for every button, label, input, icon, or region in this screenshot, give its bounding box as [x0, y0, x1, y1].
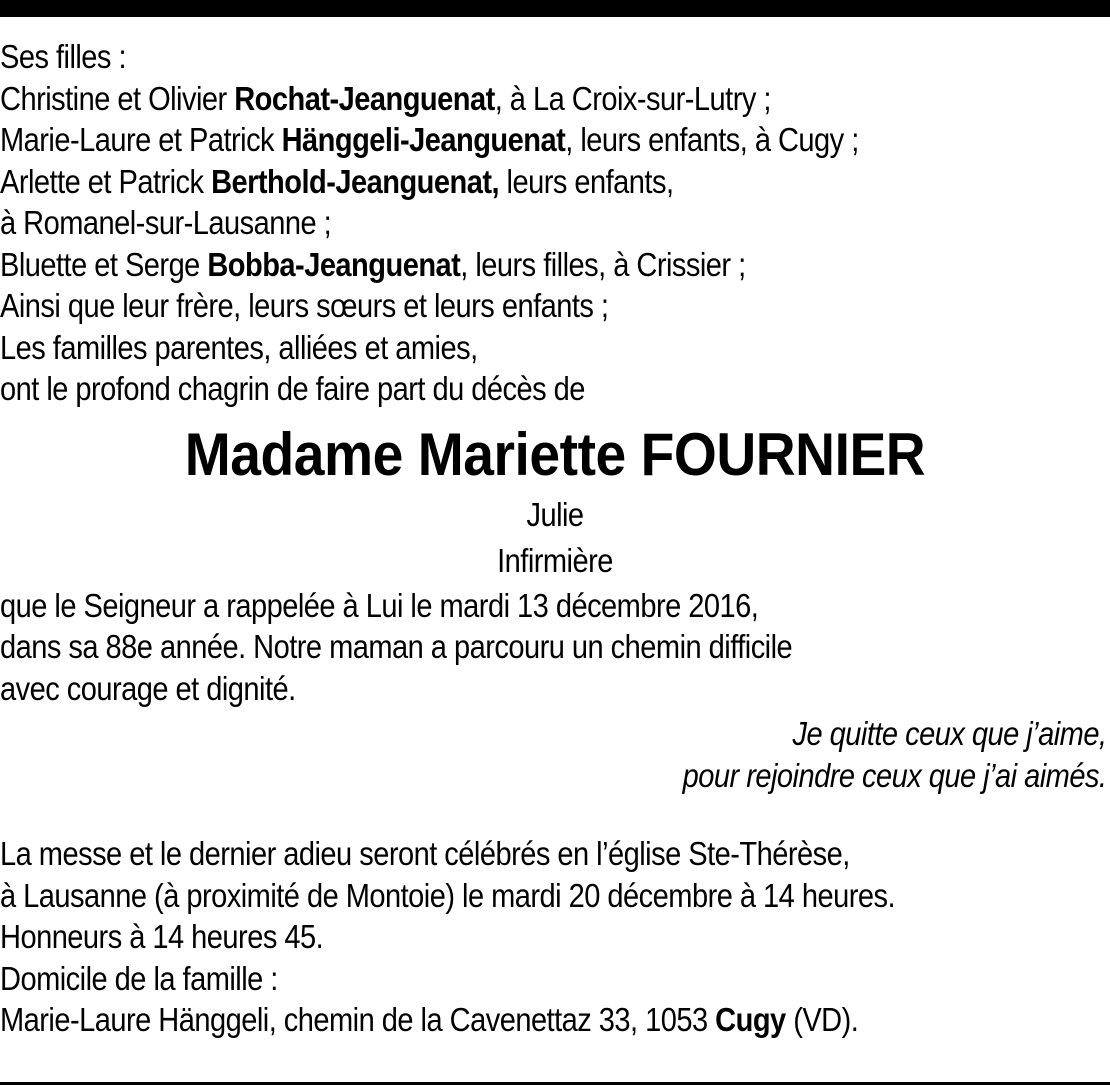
family-line-4: [0, 244, 977, 286]
family-home-label: Domicile de la famille :: [0, 959, 278, 997]
family-prefix: Arlette et Patrick: [0, 162, 212, 200]
death-text-line-1: que le Seigneur a rappelée à Lui le mardi 13 décembre 2016,: [0, 586, 759, 624]
family-line-1: [0, 78, 977, 120]
deceased-nickname: Julie: [526, 495, 584, 533]
family-prefix: Marie-Laure et Patrick: [0, 121, 282, 158]
family-suffix: , à La Croix-sur-Lutry ;: [494, 79, 771, 117]
bottom-border-rule: [0, 1082, 1110, 1085]
family-surname: Berthold-Jeanguenat,: [211, 162, 500, 200]
family-suffix: leurs enfants,: [499, 162, 674, 200]
family-surname: Rochat-Jeanguenat: [234, 79, 495, 117]
family-surname: Hänggeli-Jeanguenat: [281, 121, 566, 158]
ceremony-line-2: à Lausanne (à proximité de Montoie) le mardi 20 décembre à 14 heures.: [0, 876, 896, 914]
family-line-2: [0, 119, 977, 161]
deceased-profession: Infirmière: [497, 542, 613, 579]
tribute-time-line: Honneurs à 14 heures 45.: [0, 918, 324, 955]
extended-family-line: Les familles parentes, alliées et amies,: [0, 328, 478, 366]
announcement-line: ont le profond chagrin de faire part du décès de: [0, 370, 585, 407]
family-prefix: Bluette et Serge: [0, 245, 208, 283]
quote-line-1: Je quitte ceux que j’aime,: [792, 715, 1107, 752]
intro-line: Ses filles :: [0, 38, 127, 75]
family-prefix: Christine et Olivier: [0, 79, 235, 117]
family-address-line: [0, 999, 977, 1041]
family-suffix: , leurs filles, à Crissier ;: [460, 245, 746, 283]
address-town: Cugy: [715, 1001, 786, 1038]
family-suffix: , leurs enfants, à Cugy ;: [565, 121, 859, 158]
ceremony-line-1: La messe et le dernier adieu seront célébrés en l’église Ste-Thérèse,: [0, 835, 850, 872]
family-line-3: [0, 161, 977, 203]
family-surname: Bobba-Jeanguenat: [207, 245, 461, 283]
address-street: Marie-Laure Hänggeli, chemin de la Cavenettaz 33, 1053: [0, 1001, 716, 1038]
death-text-line-3: avec courage et dignité.: [0, 669, 296, 707]
family-line-3-continued: à Romanel-sur-Lausanne ;: [0, 204, 332, 241]
top-border-rule: [0, 0, 1110, 17]
deceased-name: Madame Mariette FOURNIER: [184, 420, 926, 488]
relatives-line: Ainsi que leur frère, leurs sœurs et leurs enfants ;: [0, 287, 609, 324]
address-canton: (VD).: [785, 1001, 859, 1038]
death-notice: [0, 36, 1110, 1041]
quote-line-2: pour rejoindre ceux que j’ai aimés.: [682, 756, 1107, 794]
death-text-line-2: dans sa 88e année. Notre maman a parcouru un chemin difficile: [0, 628, 793, 665]
